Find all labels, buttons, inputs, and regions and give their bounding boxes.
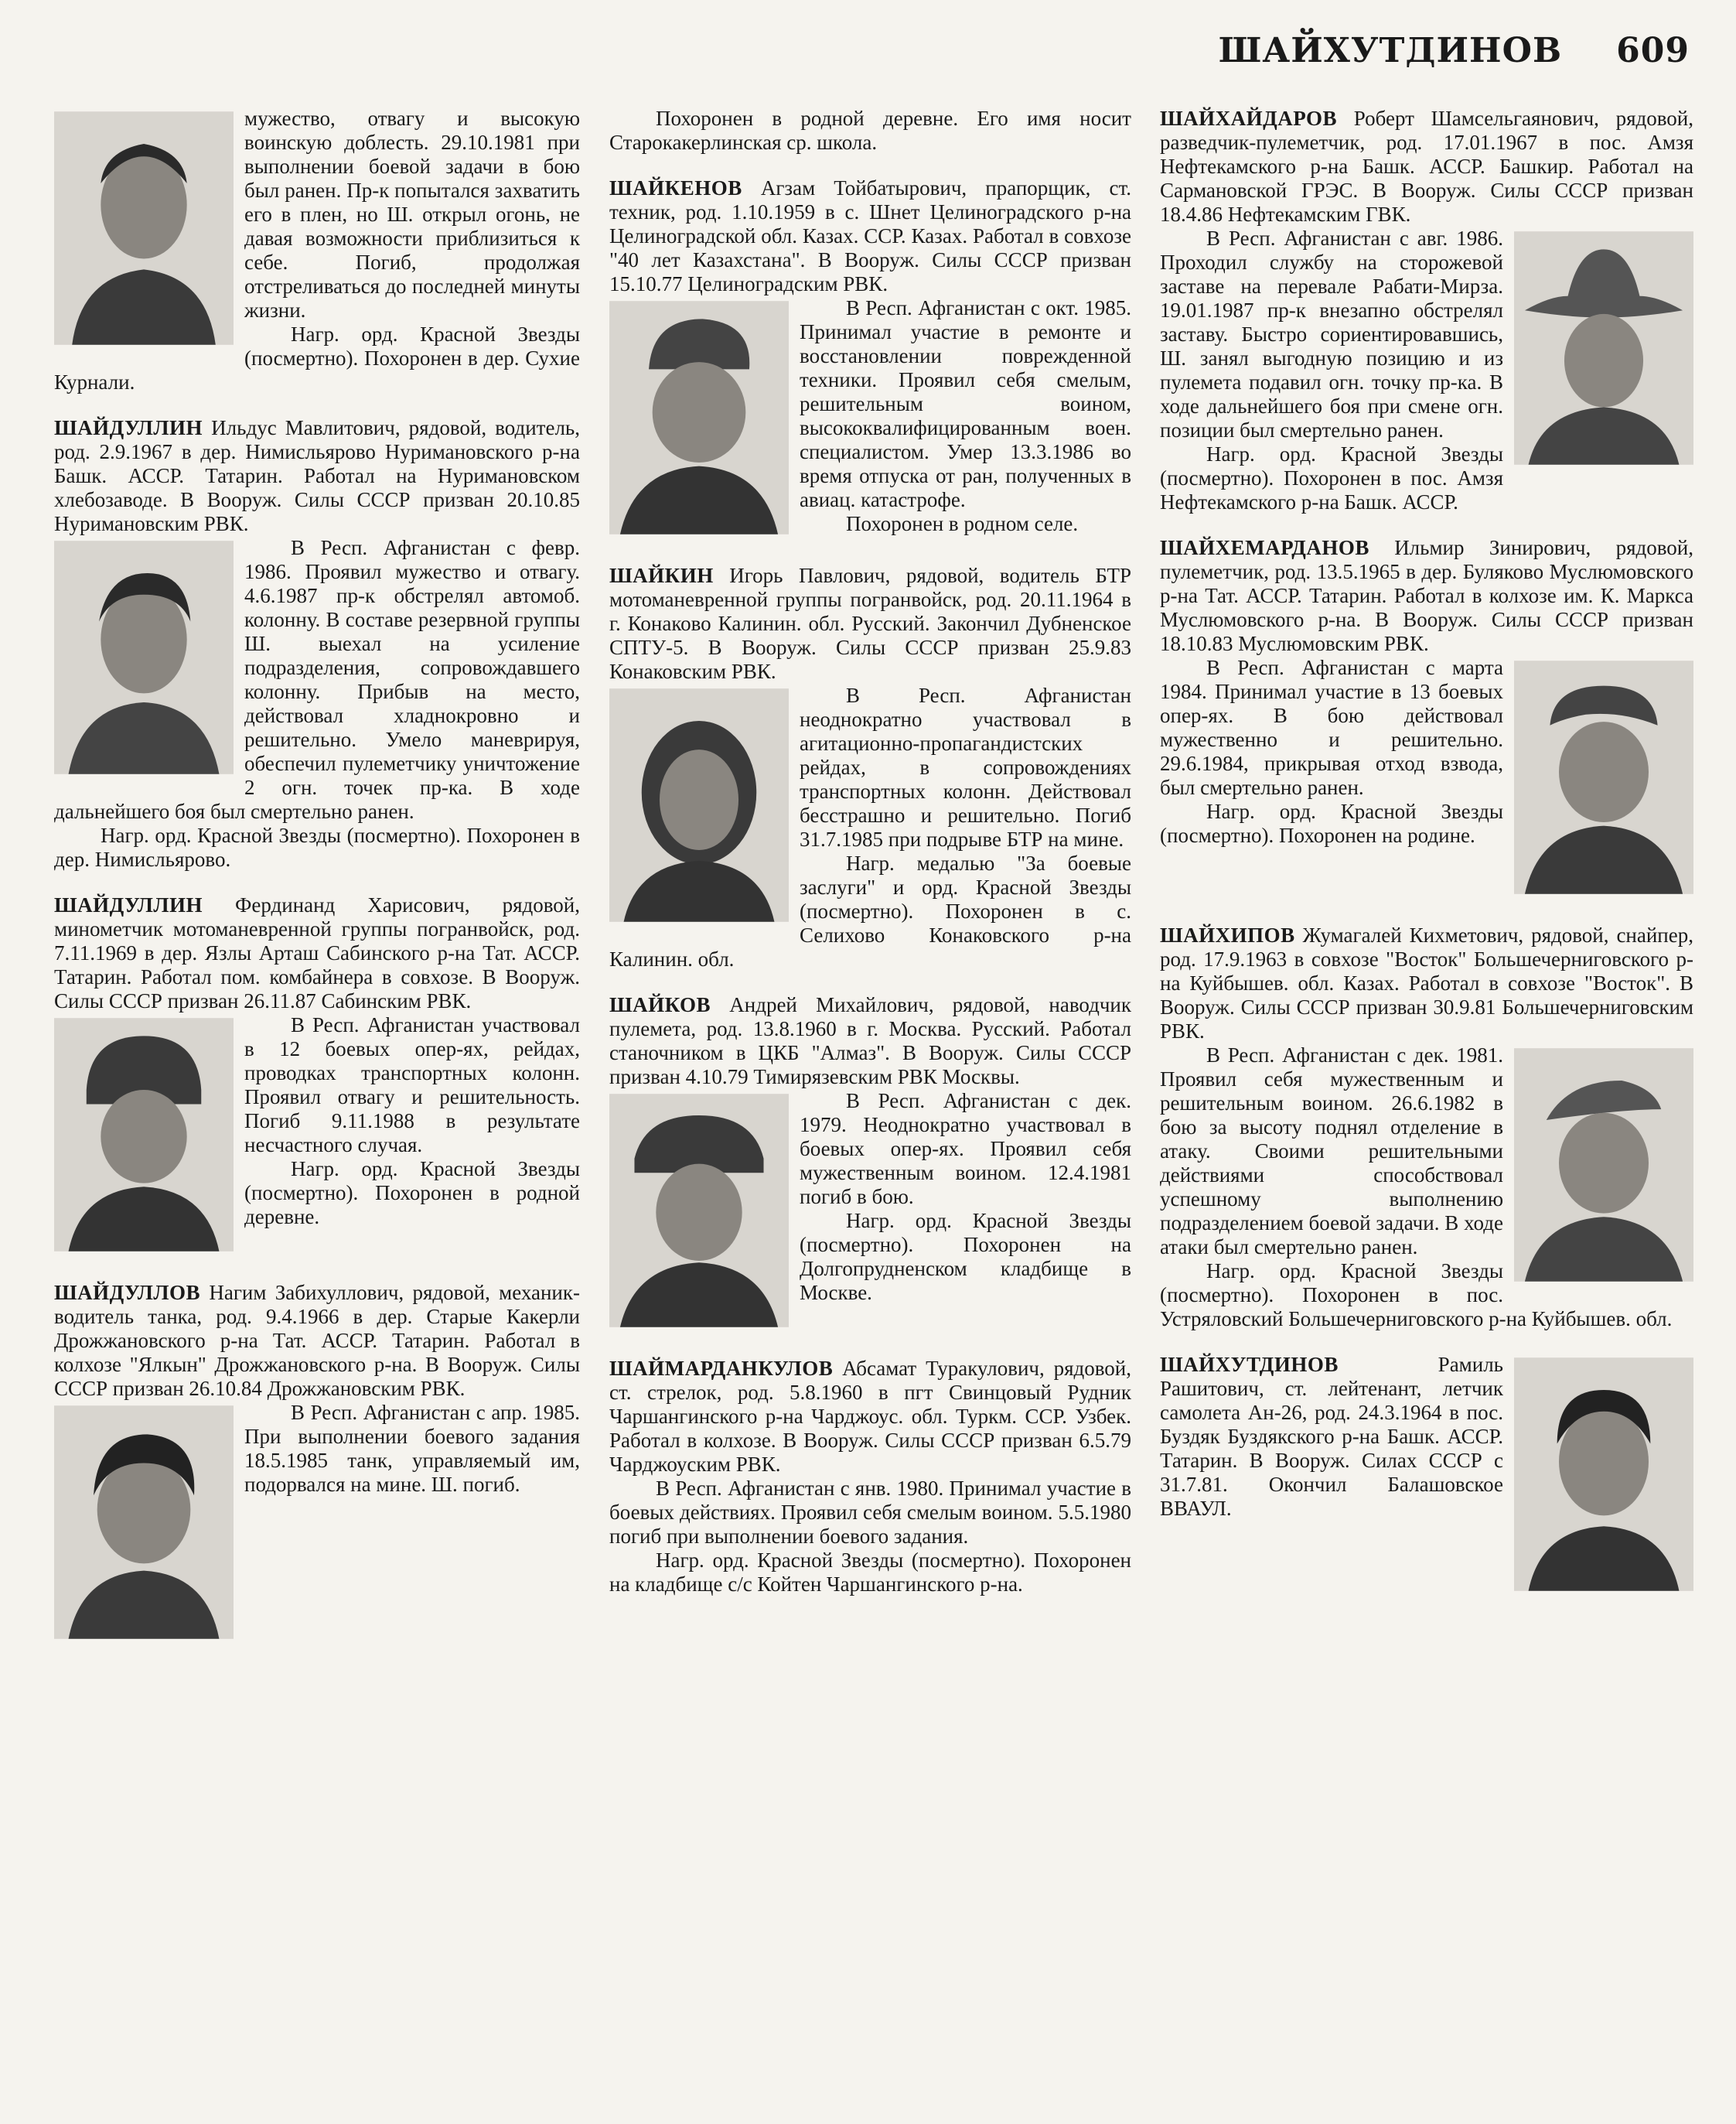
- entry-paragraph: В Респ. Афганистан неоднократно участвовал в агитационно-пропагандистских рейдах, в сопровождениях транспортных колонн. Действовал бесстрашно и решительно. Погиб 31.7.1985 при подрыве БТР на мине.: [800, 684, 1131, 851]
- page-number: 609: [1616, 31, 1690, 70]
- entry-paragraph: Ильмир Зинирович, рядовой, пулеметчик, род. 13.5.1965 в дер. Буляково Муслюмовского р-на Тат. АССР. Татарин. Работал в колхозе им. К. Маркса Муслюмовского р-на. В Вооруж. Силы СССР призван 18.10.83 Муслюмовским РВК.: [1160, 536, 1693, 655]
- entry-paragraph: В Респ. Афганистан с дек. 1981. Проявил себя мужественным и решительным воином. 26.6.1982 в бою за высоту поднял отделение в атаку. Своими решительными действиями способствовал успешному выполнению подразделением боевой задачи. В ходе атаки был смертельно ранен.: [1160, 1043, 1503, 1258]
- entry-shaikhipov-zhumagalei: [1160, 924, 1693, 1331]
- entry-paragraph: Нагр. орд. Красной Звезды (посмертно). Похоронен на родине.: [1160, 800, 1503, 847]
- portrait-photo: [54, 111, 234, 345]
- entry-surname: ШАЙДУЛЛИН: [54, 893, 203, 917]
- entry-surname: ШАЙДУЛЛИН: [54, 416, 203, 439]
- column-2: [609, 107, 1131, 1618]
- entry-surname: ШАЙДУЛЛОВ: [54, 1281, 201, 1304]
- entry-surname: ШАЙХАЙДАРОВ: [1160, 107, 1338, 130]
- entry-paragraph: Похоронен в родной деревне. Его имя носит Старокакерлинская ср. школа.: [609, 107, 1131, 154]
- entry-paragraph: В Респ. Афганистан с марта 1984. Принимал участие в 13 боевых опер-ях. В бою действовал мужественно и решительно. 29.6.1984, прикрывая отход взвода, был смертельно ранен.: [1160, 656, 1503, 799]
- entry-shaikenov-agzam: [609, 176, 1131, 542]
- portrait-photo: [609, 688, 789, 922]
- entry-paragraph: Жумагалей Кихметович, рядовой, снайпер, род. 17.9.1963 в совхозе "Восток" Большечерниговского р-на Куйбышев. обл. Казах. Работал в совхозе "Восток". В Вооруж. Силы СССР призван 30.9.81 Большечерниговским РВК.: [1160, 924, 1693, 1043]
- entry-continued: [609, 107, 1131, 155]
- entry-paragraph: Рамиль Рашитович, ст. лейтенант, летчик самолета Ан-26, род. 24.3.1964 в пос. Буздяк Буздякского р-на Башк. АССР. Татарин. В Вооруж. Силах СССР с 31.7.81. Окончил Балашовское ВВАУЛ.: [1160, 1353, 1503, 1520]
- entry-paragraph: Ильдус Мавлитович, рядовой, водитель, род. 2.9.1967 в дер. Нимисльярово Нуримановского р-на Башк. АССР. Татарин. Работал на Нуримановском хлебозаводе. В Вооруж. Силы СССР призван 20.10.85 Нуримановским РВК.: [54, 416, 580, 535]
- entry-paragraph: В Респ. Афганистан с окт. 1985. Принимал участие в ремонте и восстановлении поврежденной техники. Проявил себя смелым, решительным воином, высококвалифицированным воен. специалистом. Умер 13.3.1986 во время отпуска от ран, полученных в авиац. катастрофе.: [800, 296, 1131, 511]
- entry-paragraph: Андрей Михайлович, рядовой, наводчик пулемета, род. 13.8.1960 в г. Москва. Русский. Работал станочником в ЦКБ "Алмаз". В Вооруж. Силы СССР призван 4.10.79 Тимирязевским РВК Москвы.: [609, 993, 1131, 1088]
- entry-paragraph: Нагр. орд. Красной Звезды (посмертно). Похоронен в дер. Сухие Курнали.: [54, 323, 580, 394]
- entry-shaidullin-ildus: [54, 416, 580, 872]
- entry-shaikhutdinov-ramil: [1160, 1353, 1693, 1599]
- entry-paragraph: Нагр. орд. Красной Звезды (посмертно). Похоронен в дер. Нимисльярово.: [54, 824, 580, 871]
- entry-paragraph: В Респ. Афганистан с авг. 1986. Проходил службу на сторожевой заставе на перевале Рабати-Мирза. 19.01.1987 пр-к внезапно обстрелял заставу. Быстро сориентировавшись, Ш. занял выгодную позицию и из пулемета подавил огн. точку пр-ка. В ходе дальнейшего боя при смене огн. позиции был смертельно ранен.: [1160, 227, 1503, 442]
- entry-paragraph: Фердинанд Харисович, рядовой, минометчик мотоманевренной группы погранвойск, род. 7.11.1969 в дер. Язлы Арташ Сабинского р-на Тат. АССР. Татарин. Работал пом. комбайнера в совхозе. В Вооруж. Силы СССР призван 26.11.87 Сабинским РВК.: [54, 893, 580, 1012]
- entry-shaikin-igor: [609, 564, 1131, 972]
- entry-paragraph: Агзам Тойбатырович, прапорщик, ст. техник, род. 1.10.1959 в с. Шнет Целиноградского р-на Целиноградской обл. Казах. ССР. Казах. Работал в совхозе "40 лет Казахстана". В Вооруж. Силы СССР призван 15.10.77 Целиноградским РВК.: [609, 176, 1131, 295]
- entry-paragraph: Абсамат Туракулович, рядовой, ст. стрелок, род. 5.8.1960 в пгт Свинцовый Рудник Чаршангинского р-на Чарджоус. обл. Туркм. ССР. Узбек. Работал в колхозе. В Вооруж. Силы СССР призван 6.5.79 Чарджоуским РВК.: [609, 1357, 1132, 1476]
- entry-paragraph: Нагр. орд. Красной Звезды (посмертно). Похоронен в родной деревне.: [244, 1157, 580, 1228]
- entry-shaikov-andrei: [609, 993, 1131, 1335]
- portrait-photo: [1514, 1357, 1693, 1591]
- portrait-photo: [54, 541, 234, 774]
- entry-paragraph: Нагр. орд. Красной Звезды (посмертно). Похоронен на Долгопрудненском кладбище в Москве.: [800, 1209, 1131, 1304]
- entry-surname: ШАЙКОВ: [609, 993, 711, 1016]
- running-header: [1219, 31, 1690, 70]
- entry-surname: ШАЙХИПОВ: [1160, 924, 1295, 947]
- entry-paragraph: В Респ. Афганистан с февр. 1986. Проявил мужество и отвагу. 4.6.1987 пр-к обстрелял автомоб. колонну. В составе резервной группы Ш. выехал на усиление подразделения, сопровождавшего колонну. Прибыв на место, действовал хладнокровно и решительно. Умело маневрируя, обеспечил пулеметчику уничтожение 2 огн. точек пр-ка. В ходе дальнейшего боя был смертельно ранен.: [54, 536, 580, 823]
- entry-surname: ШАЙМАРДАНКУЛОВ: [609, 1357, 834, 1380]
- entry-continued: [54, 107, 580, 394]
- entry-paragraph: В Респ. Афганистан с янв. 1980. Принимал участие в боевых действиях. Проявил себя смелым воином. 5.5.1980 погиб при выполнении боевого задания.: [609, 1477, 1131, 1548]
- entry-paragraph: Нагр. орд. Красной Звезды (посмертно). Похоронен в пос. Амзя Нефтекамского р-на Башк. АССР.: [1160, 442, 1503, 514]
- portrait-photo: [609, 1094, 789, 1327]
- entry-shaimardankulov-absamat: [609, 1357, 1131, 1596]
- portrait-photo: [54, 1405, 234, 1639]
- portrait-photo: [609, 301, 789, 534]
- column-3: [1160, 107, 1693, 1620]
- entry-paragraph: Похоронен в родном селе.: [846, 512, 1079, 535]
- entry-surname: ШАЙКИН: [609, 564, 714, 587]
- entry-paragraph: Нагим Забихуллович, рядовой, механик-водитель танка, род. 9.4.1966 в дер. Старые Какерли Дрожжановского р-на Тат. АССР. Татарин. Работал в колхозе "Ялкын" Дрожжановского р-на. В Вооруж. Силы СССР призван 26.10.84 Дрожжановским РВК.: [54, 1281, 580, 1400]
- column-1: [54, 107, 580, 1668]
- entry-paragraph: В Респ. Афганистан с апр. 1985. При выполнении боевого задания 18.5.1985 танк, управляемый им, подорвался на мине. Ш. погиб.: [244, 1401, 580, 1496]
- portrait-photo: [54, 1018, 234, 1252]
- portrait-photo: [1514, 1048, 1693, 1282]
- entry-paragraph: Нагр. медалью "За боевые заслуги" и орд. Красной Звезды (посмертно). Похоронен в с. Селихово Конаковского р-на Калинин. обл.: [609, 852, 1131, 971]
- entry-shaidullov-nagim: [54, 1281, 580, 1647]
- entry-paragraph: Нагр. орд. Красной Звезды (посмертно). Похоронен на кладбище с/с Койтен Чаршангинского р-на.: [609, 1549, 1131, 1596]
- entry-surname: ШАЙХУТДИНОВ: [1160, 1353, 1339, 1376]
- portrait-photo: [1514, 661, 1693, 894]
- entry-paragraph: Роберт Шамсельгаянович, рядовой, разведчик-пулеметчик, род. 17.01.1967 в пос. Амзя Нефтекамского р-на Башк. АССР. Башкир. Работал на Сармановской ГРЭС. В Вооруж. Силы СССР призван 18.4.86 Нефтекамским ГВК.: [1160, 107, 1693, 226]
- running-title: ШАЙХУТДИНОВ: [1218, 31, 1563, 70]
- entry-shaikhaidarov-robert: [1160, 107, 1693, 514]
- entry-surname: ШАЙКЕНОВ: [609, 176, 742, 200]
- entry-paragraph: Нагр. орд. Красной Звезды (посмертно). Похоронен в пос. Устряловский Большечерниговского р-на Куйбышев. обл.: [1160, 1259, 1673, 1330]
- portrait-photo: [1514, 231, 1693, 465]
- entry-paragraph: В Респ. Афганистан участвовал в 12 боевых опер-ях, рейдах, проводках транспортных колонн. Проявил отвагу и решительность. Погиб 9.11.1988 в результате несчастного случая.: [244, 1013, 580, 1156]
- entry-shaidullin-ferdinand: [54, 893, 580, 1259]
- entry-paragraph: Игорь Павлович, рядовой, водитель БТР мотоманевренной группы погранвойск, род. 20.11.1964 в г. Конаково Калинин. обл. Русский. Закончил Дубненское СПТУ-5. В Вооруж. Силы СССР призван 25.9.83 Конаковским РВК.: [609, 564, 1131, 683]
- entry-surname: ШАЙХЕМАРДАНОВ: [1160, 536, 1369, 559]
- entry-shaikhemardanov-ilmir: [1160, 536, 1693, 902]
- entry-paragraph: мужество, отвагу и высокую воинскую доблесть. 29.10.1981 при выполнении боевой задачи в бою был ранен. Пр-к попытался захватить его в плен, но Ш. открыл огонь, не давая возможности приблизиться к себе. Погиб, продолжая отстреливаться до последней минуты жизни.: [244, 107, 580, 322]
- entry-paragraph: В Респ. Афганистан с дек. 1979. Неоднократно участвовал в боевых опер-ях. Проявил себя мужественным воином. 12.4.1981 погиб в бою.: [800, 1089, 1131, 1208]
